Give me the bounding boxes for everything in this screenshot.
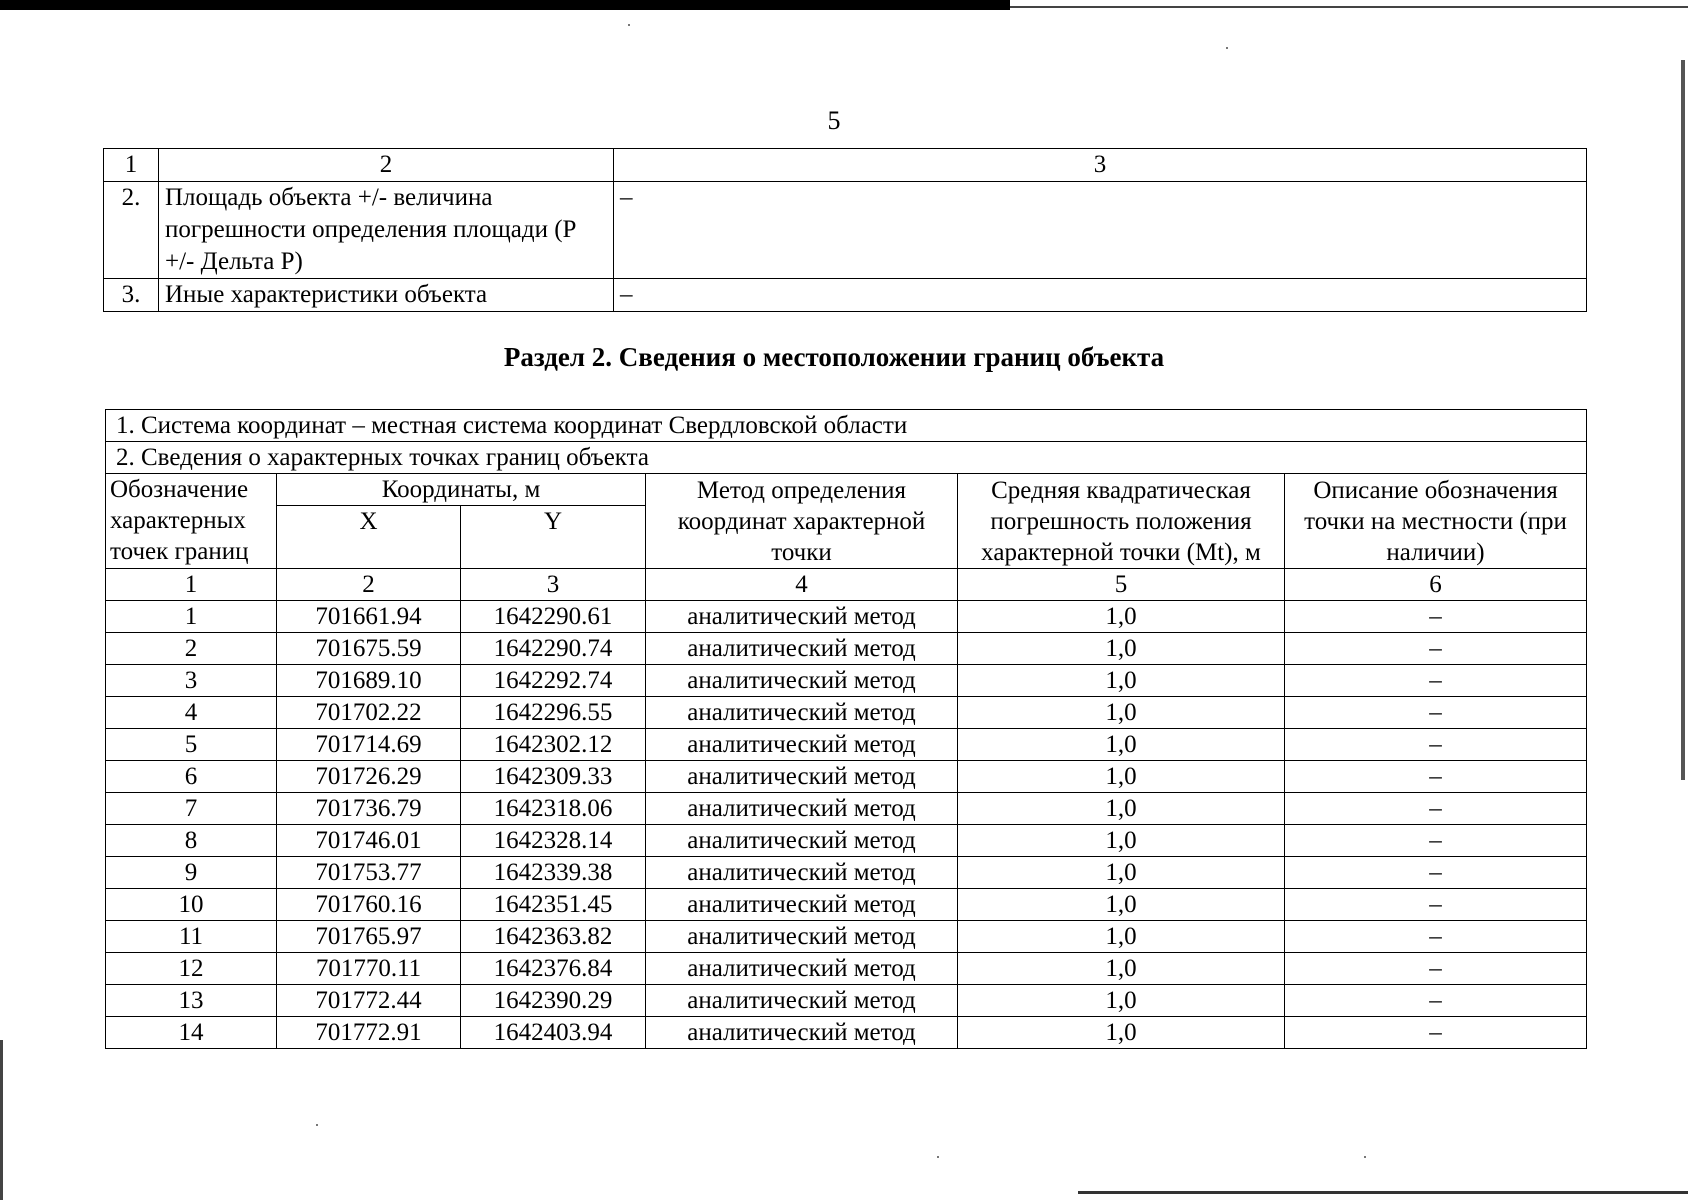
method-cell: аналитический метод	[646, 793, 958, 825]
point-number: 11	[106, 921, 277, 953]
header-error: Средняя квадратическая погрешность положения характерной точки (Mt), м	[958, 474, 1285, 569]
error-cell: 1,0	[958, 697, 1285, 729]
error-cell: 1,0	[958, 761, 1285, 793]
scan-speck	[1364, 1156, 1366, 1158]
description-cell: –	[1285, 697, 1587, 729]
table-row	[106, 665, 1587, 697]
scan-border-bottom	[1078, 1191, 1688, 1194]
coordinate-y: 1642328.14	[461, 825, 646, 857]
table-row	[106, 729, 1587, 761]
row-number: 2.	[104, 182, 159, 279]
method-cell: аналитический метод	[646, 633, 958, 665]
coordinate-y: 1642290.61	[461, 601, 646, 633]
description-cell: –	[1285, 665, 1587, 697]
coordinate-x: 701765.97	[277, 921, 461, 953]
coordinate-x: 701770.11	[277, 953, 461, 985]
section-title: Раздел 2. Сведения о местоположении границ объекта	[503, 342, 1165, 372]
table-header-row	[104, 149, 1587, 182]
point-number: 10	[106, 889, 277, 921]
method-cell: аналитический метод	[646, 601, 958, 633]
coordinate-y: 1642390.29	[461, 985, 646, 1017]
error-cell: 1,0	[958, 729, 1285, 761]
error-cell: 1,0	[958, 665, 1285, 697]
error-cell: 1,0	[958, 825, 1285, 857]
point-number: 3	[106, 665, 277, 697]
characteristic-name: Иные характеристики объекта	[159, 279, 614, 312]
coordinate-x: 701726.29	[277, 761, 461, 793]
coordinate-x: 701760.16	[277, 889, 461, 921]
table-row	[106, 953, 1587, 985]
scan-border-right	[1681, 60, 1685, 780]
point-number: 6	[106, 761, 277, 793]
point-number: 14	[106, 1017, 277, 1049]
header-method: Метод определения координат характерной точки	[646, 474, 958, 569]
object-characteristics-table	[103, 148, 1587, 312]
characteristic-value: –	[614, 279, 1587, 312]
table-row	[106, 601, 1587, 633]
scan-border-top-thin	[1010, 6, 1688, 8]
row-number: 3.	[104, 279, 159, 312]
error-cell: 1,0	[958, 793, 1285, 825]
coordinate-y: 1642351.45	[461, 889, 646, 921]
coordinate-x: 701736.79	[277, 793, 461, 825]
column-number: 1	[104, 149, 159, 182]
error-cell: 1,0	[958, 857, 1285, 889]
error-cell: 1,0	[958, 889, 1285, 921]
method-cell: аналитический метод	[646, 665, 958, 697]
coordinate-y: 1642296.55	[461, 697, 646, 729]
table-row	[106, 985, 1587, 1017]
point-number: 4	[106, 697, 277, 729]
table-row	[106, 825, 1587, 857]
description-cell: –	[1285, 761, 1587, 793]
coordinate-y: 1642309.33	[461, 761, 646, 793]
coordinate-x: 701714.69	[277, 729, 461, 761]
coordinate-system-text: 1. Система координат – местная система координат Свердловской области	[106, 410, 1587, 442]
points-title-text: 2. Сведения о характерных точках границ объекта	[106, 442, 1587, 474]
characteristic-name: Площадь объекта +/- величина погрешности определения площади (Р +/- Дельта Р)	[159, 182, 614, 279]
error-cell: 1,0	[958, 985, 1285, 1017]
method-cell: аналитический метод	[646, 729, 958, 761]
method-cell: аналитический метод	[646, 761, 958, 793]
scan-speck	[937, 1156, 939, 1158]
method-cell: аналитический метод	[646, 697, 958, 729]
column-number: 2	[277, 569, 461, 601]
table-row	[106, 761, 1587, 793]
column-numbers-row	[106, 569, 1587, 601]
coordinate-x: 701661.94	[277, 601, 461, 633]
point-number: 13	[106, 985, 277, 1017]
coordinate-y: 1642318.06	[461, 793, 646, 825]
method-cell: аналитический метод	[646, 953, 958, 985]
point-number: 5	[106, 729, 277, 761]
coordinate-y: 1642363.82	[461, 921, 646, 953]
description-cell: –	[1285, 1017, 1587, 1049]
method-cell: аналитический метод	[646, 825, 958, 857]
coordinate-x: 701689.10	[277, 665, 461, 697]
description-cell: –	[1285, 793, 1587, 825]
table-row	[106, 1017, 1587, 1049]
coordinate-y: 1642376.84	[461, 953, 646, 985]
scan-border-left	[0, 1040, 3, 1200]
description-cell: –	[1285, 985, 1587, 1017]
scan-speck	[316, 1124, 318, 1126]
column-number: 1	[106, 569, 277, 601]
coordinate-x: 701702.22	[277, 697, 461, 729]
column-number: 6	[1285, 569, 1587, 601]
header-designation: Обозначение характерных точек границ	[106, 474, 277, 569]
method-cell: аналитический метод	[646, 857, 958, 889]
point-number: 9	[106, 857, 277, 889]
table-header-row	[106, 474, 1587, 506]
table-row	[104, 279, 1587, 312]
coordinate-x: 701675.59	[277, 633, 461, 665]
method-cell: аналитический метод	[646, 921, 958, 953]
table-row	[106, 921, 1587, 953]
header-description: Описание обозначения точки на местности (при наличии)	[1285, 474, 1587, 569]
column-number: 3	[614, 149, 1587, 182]
coordinate-y: 1642339.38	[461, 857, 646, 889]
page-number: 5	[827, 106, 841, 135]
boundary-points-table	[105, 409, 1587, 1049]
points-title-row	[106, 442, 1587, 474]
header-coordinates: Координаты, м	[277, 474, 646, 506]
point-number: 8	[106, 825, 277, 857]
points-body	[106, 601, 1587, 1049]
header-x: X	[277, 506, 461, 569]
table-row	[104, 182, 1587, 279]
coordinate-x: 701772.44	[277, 985, 461, 1017]
scan-speck	[1226, 47, 1228, 49]
column-number: 5	[958, 569, 1285, 601]
table-row	[106, 793, 1587, 825]
method-cell: аналитический метод	[646, 985, 958, 1017]
description-cell: –	[1285, 729, 1587, 761]
table-row	[106, 633, 1587, 665]
coordinate-x: 701746.01	[277, 825, 461, 857]
scan-border-top	[0, 0, 1010, 10]
error-cell: 1,0	[958, 953, 1285, 985]
coordinate-y: 1642290.74	[461, 633, 646, 665]
description-cell: –	[1285, 633, 1587, 665]
column-number: 2	[159, 149, 614, 182]
error-cell: 1,0	[958, 1017, 1285, 1049]
coordinate-x: 701772.91	[277, 1017, 461, 1049]
error-cell: 1,0	[958, 601, 1285, 633]
scan-speck	[628, 24, 630, 26]
point-number: 2	[106, 633, 277, 665]
characteristic-value: –	[614, 182, 1587, 279]
coordinate-x: 701753.77	[277, 857, 461, 889]
description-cell: –	[1285, 921, 1587, 953]
point-number: 7	[106, 793, 277, 825]
description-cell: –	[1285, 889, 1587, 921]
error-cell: 1,0	[958, 633, 1285, 665]
coordinate-system-row	[106, 410, 1587, 442]
description-cell: –	[1285, 825, 1587, 857]
method-cell: аналитический метод	[646, 1017, 958, 1049]
column-number: 4	[646, 569, 958, 601]
description-cell: –	[1285, 857, 1587, 889]
table-row	[106, 889, 1587, 921]
description-cell: –	[1285, 601, 1587, 633]
header-y: Y	[461, 506, 646, 569]
description-cell: –	[1285, 953, 1587, 985]
point-number: 12	[106, 953, 277, 985]
column-number: 3	[461, 569, 646, 601]
coordinate-y: 1642302.12	[461, 729, 646, 761]
point-number: 1	[106, 601, 277, 633]
table-row	[106, 697, 1587, 729]
method-cell: аналитический метод	[646, 889, 958, 921]
coordinate-y: 1642292.74	[461, 665, 646, 697]
table-row	[106, 857, 1587, 889]
coordinate-y: 1642403.94	[461, 1017, 646, 1049]
error-cell: 1,0	[958, 921, 1285, 953]
